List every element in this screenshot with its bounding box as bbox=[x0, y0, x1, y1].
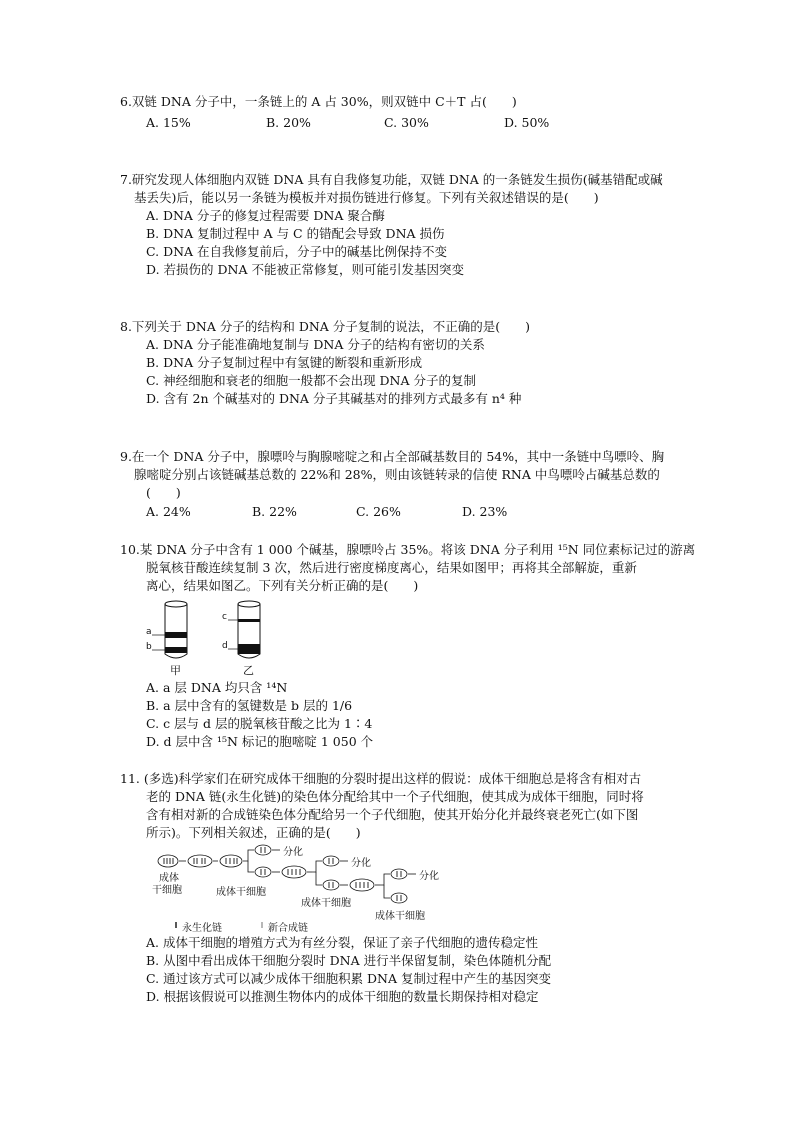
q9-stem-line2: 腺嘧啶分别占该链碱基总数的 22%和 28%，则由该链转录的信使 RNA 中鸟嘌呤占碱基总数的 bbox=[134, 467, 660, 482]
q9-option-c: C. 26% bbox=[356, 504, 401, 519]
band-a bbox=[165, 632, 187, 638]
diagram-label-chengti-ganxibao-1: 成体干细胞 bbox=[216, 887, 266, 898]
diagram-label-fenhua-2: 分化 bbox=[351, 858, 371, 869]
q10-option-a: A. a 层 DNA 均只含 ¹⁴N bbox=[146, 680, 288, 695]
centrifuge-figure bbox=[146, 598, 276, 676]
q6-option-a: A. 15% bbox=[146, 115, 191, 130]
band-b bbox=[165, 647, 187, 653]
q6-option-b: B. 20% bbox=[266, 115, 311, 130]
q10-option-d: D. d 层中含 ¹⁵N 标记的胞嘧啶 1 050 个 bbox=[146, 734, 374, 749]
legend-new-strand: 新合成链 bbox=[268, 923, 308, 934]
q9-option-b: B. 22% bbox=[252, 504, 297, 519]
q11-stem-line1: 11. (多选)科学家们在研究成体干细胞的分裂时提出这样的假说：成体干细胞总是将含有相对古 bbox=[120, 771, 642, 786]
q6-option-c: C. 30% bbox=[384, 115, 429, 130]
band-d bbox=[238, 644, 260, 654]
q11-option-c: C. 通过该方式可以减少成体干细胞积累 DNA 复制过程中产生的基因突变 bbox=[146, 971, 552, 986]
q7-option-c: C. DNA 在自我修复前后，分子中的碱基比例保持不变 bbox=[146, 244, 448, 259]
q10-option-b: B. a 层中含有的氢键数是 b 层的 1/6 bbox=[146, 698, 353, 713]
tube-yi bbox=[228, 601, 260, 658]
q7-option-a: A. DNA 分子的修复过程需要 DNA 聚合酶 bbox=[146, 208, 385, 223]
diagram-label-ganxibao: 干细胞 bbox=[152, 885, 182, 896]
q7-option-b: B. DNA 复制过程中 A 与 C 的错配会导致 DNA 损伤 bbox=[146, 226, 445, 241]
q9-stem-line1: 9.在一个 DNA 分子中，腺嘌呤与胸腺嘧啶之和占全部碱基数目的 54%，其中一条链中鸟嘌呤、胸 bbox=[120, 449, 665, 464]
q8-option-c: C. 神经细胞和衰老的细胞一般都不会出现 DNA 分子的复制 bbox=[146, 373, 476, 388]
q10-stem-line1: 10.某 DNA 分子中含有 1 000 个碱基，腺嘌呤占 35%。将该 DNA 分子利用 ¹⁵N 同位素标记过的游离 bbox=[120, 542, 696, 557]
label-jia: 甲 bbox=[170, 664, 181, 677]
stem-cell-diagram bbox=[146, 842, 466, 934]
q11-stem-line3: 含有相对新的合成链染色体分配给另一个子代细胞，使其开始分化并最终衰老死亡(如下图 bbox=[146, 807, 639, 822]
label-d: d bbox=[222, 641, 228, 651]
q8-option-d: D. 含有 2n 个碱基对的 DNA 分子其碱基对的排列方式最多有 n⁴ 种 bbox=[146, 391, 522, 406]
q11-option-d: D. 根据该假说可以推测生物体内的成体干细胞的数量长期保持相对稳定 bbox=[146, 989, 539, 1004]
legend-old-strand: 永生化链 bbox=[182, 923, 222, 934]
label-yi: 乙 bbox=[243, 664, 254, 677]
q7-option-d: D. 若损伤的 DNA 不能被正常修复，则可能引发基因突变 bbox=[146, 262, 464, 277]
q9-stem-line3: ( ) bbox=[146, 485, 181, 500]
q10-option-c: C. c 层与 d 层的脱氧核苷酸之比为 1∶4 bbox=[146, 716, 373, 731]
band-c bbox=[238, 619, 260, 622]
label-c: c bbox=[222, 612, 227, 622]
q7-stem-line1: 7.研究发现人体细胞内双链 DNA 具有自我修复功能，双链 DNA 的一条链发生损伤(碱基错配或碱 bbox=[120, 172, 663, 187]
label-b: b bbox=[146, 642, 152, 652]
q11-stem-line4: 所示)。下列相关叙述，正确的是( ) bbox=[146, 825, 361, 840]
diagram-label-chengti-ganxibao-2: 成体干细胞 bbox=[301, 898, 351, 909]
q9-option-a: A. 24% bbox=[146, 504, 191, 519]
q7-stem-line2: 基丢失)后，能以另一条链为模板并对损伤链进行修复。下列有关叙述错误的是( ) bbox=[134, 190, 599, 205]
diagram-label-chengti-ganxibao-3: 成体干细胞 bbox=[375, 911, 425, 922]
q11-option-a: A. 成体干细胞的增殖方式为有丝分裂，保证了亲子代细胞的遗传稳定性 bbox=[146, 935, 538, 950]
q6-stem: 6.双链 DNA 分子中，一条链上的 A 占 30%，则双链中 C＋T 占( ) bbox=[120, 94, 517, 109]
q6-option-d: D. 50% bbox=[504, 115, 550, 130]
q9-option-d: D. 23% bbox=[462, 504, 508, 519]
q10-stem-line2: 脱氧核苷酸连续复制 3 次，然后进行密度梯度离心，结果如图甲；再将其全部解旋，重新 bbox=[146, 560, 637, 575]
diagram-label-fenhua-1: 分化 bbox=[283, 847, 303, 858]
q11-option-b: B. 从图中看出成体干细胞分裂时 DNA 进行半保留复制，染色体随机分配 bbox=[146, 953, 552, 968]
q10-stem-line3: 离心，结果如图乙。下列有关分析正确的是( ) bbox=[146, 578, 419, 593]
diagram-label-fenhua-3: 分化 bbox=[419, 871, 439, 882]
label-a: a bbox=[146, 627, 152, 637]
q8-option-a: A. DNA 分子能准确地复制与 DNA 分子的结构有密切的关系 bbox=[146, 337, 485, 352]
centrifuge-tubes bbox=[146, 598, 276, 676]
q8-stem: 8.下列关于 DNA 分子的结构和 DNA 分子复制的说法，不正确的是( ) bbox=[120, 319, 531, 334]
tube-jia bbox=[152, 601, 187, 658]
q11-stem-line2: 老的 DNA 链(永生化链)的染色体分配给其中一个子代细胞，使其成为成体干细胞，同时将 bbox=[146, 789, 644, 804]
q8-option-b: B. DNA 分子复制过程中有氢键的断裂和重新形成 bbox=[146, 355, 423, 370]
diagram-label-chengti: 成体 bbox=[159, 873, 179, 884]
